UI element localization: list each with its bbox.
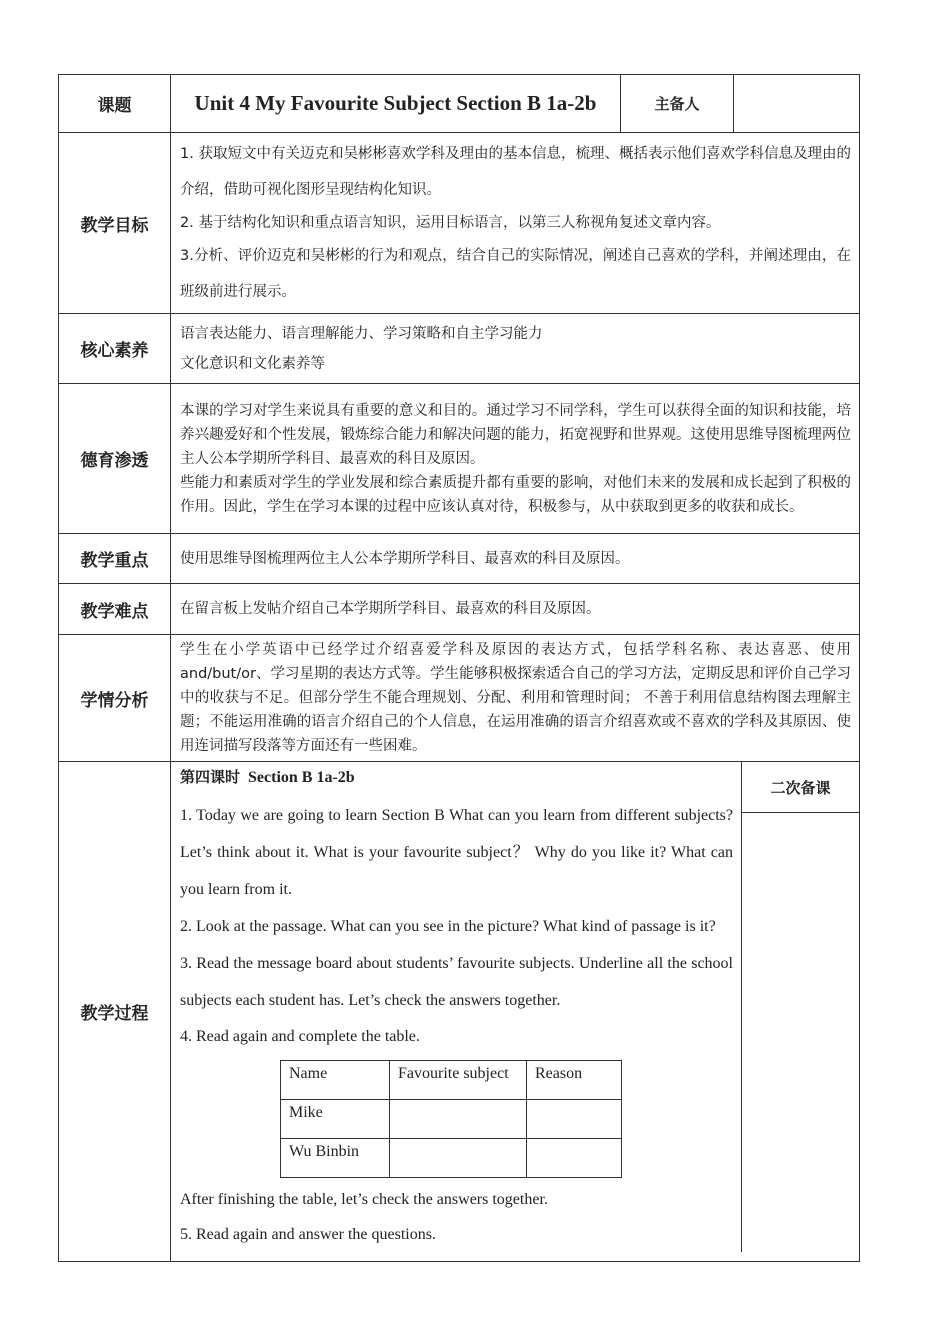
- lesson-heading: [180, 766, 733, 789]
- core-line: 文化意识和文化素养等: [180, 355, 325, 372]
- analysis-label: 学情分析: [59, 635, 171, 762]
- table-cell: Mike: [281, 1100, 390, 1139]
- moral-content: [171, 384, 860, 534]
- focus-content: 使用思维导图梳理两位主人公本学期所学科目、最喜欢的科目及原因。: [171, 534, 860, 584]
- goals-label: 教学目标: [59, 133, 171, 314]
- reading-table: [280, 1060, 622, 1178]
- after-table-text: After finishing the table, let’s check the answers together.: [180, 1191, 548, 1208]
- table-cell[interactable]: [527, 1139, 622, 1178]
- focus-label: 教学重点: [59, 534, 171, 584]
- lesson-heading-zh: 第四课时: [180, 768, 241, 786]
- core-label: 核心素养: [59, 314, 171, 384]
- table-header: Reason: [527, 1061, 622, 1100]
- table-cell[interactable]: [390, 1139, 527, 1178]
- process-step: 2. Look at the passage. What can you see in the picture? What kind of passage is it?: [180, 918, 716, 935]
- goal-item: 1. 获取短文中有关迈克和吴彬彬喜欢学科及理由的基本信息，梳理、概括表示他们喜欢学科信息及理由的介绍，借助可视化图形呈现结构化知识。: [180, 146, 852, 198]
- process-steps: [171, 762, 742, 1252]
- analysis-content: 学生在小学英语中已经学过介绍喜爱学科及原因的表达方式，包括学科名称、表达喜恶、使用 and/but/or、学习星期的表达方式等。学生能够积极探索适合自己的学习方法，定期反思和评价自己学习中的收获与不足。但部分学生不能合理规划、分配、利用和管理时间； 不善于利用信息结构图去理解主题；不能运用准确的语言介绍自己的个人信息，在运用准确的语言介绍喜欢或不喜欢的学科及其原因、使用连词描写段落等方面还有一些困难。: [171, 635, 860, 762]
- process-label: 教学过程: [59, 762, 171, 1262]
- lesson-heading-en: Section B 1a-2b: [248, 769, 355, 786]
- goals-content: [171, 133, 860, 314]
- preparer-label: 主备人: [621, 75, 734, 133]
- process-step: 3. Read the message board about students’ favourite subjects. Underline all the school subjects each student has. Let’s check the answers together.: [180, 955, 733, 1009]
- process-step: 1. Today we are going to learn Section B What can you learn from different subjects? Let’s think about it. What is your favourite subject？ Why do you like it? What can you learn from it.: [180, 807, 733, 898]
- secondary-prep-column: [742, 762, 859, 1252]
- moral-paragraph: 些能力和素质对学生的学业发展和综合素质提升都有重要的影响，对他们未来的发展和成长起到了积极的作用。因此，学生在学习本课的过程中应该认真对待，积极参与，从中获取到更多的收获和成长。: [180, 474, 852, 515]
- core-line: 语言表达能力、语言理解能力、学习策略和自主学习能力: [180, 325, 543, 342]
- preparer-value: [734, 75, 860, 133]
- difficulty-label: 教学难点: [59, 584, 171, 635]
- difficulty-content: 在留言板上发帖介绍自己本学期所学科目、最喜欢的科目及原因。: [171, 584, 860, 635]
- lesson-plan: [58, 74, 859, 1262]
- process-step: 5. Read again and answer the questions.: [180, 1226, 436, 1243]
- core-content: [171, 314, 860, 384]
- goal-item: 2. 基于结构化知识和重点语言知识，运用目标语言，以第三人称视角复述文章内容。: [180, 215, 721, 231]
- table-row: [281, 1139, 622, 1178]
- goal-item: 3.分析、评价迈克和吴彬彬的行为和观点，结合自己的实际情况，阐述自己喜欢的学科，并阐述理由，在班级前进行展示。: [180, 248, 852, 300]
- topic-label: 课题: [59, 75, 171, 133]
- lesson-title: Unit 4 My Favourite Subject Section B 1a-2b: [171, 75, 621, 133]
- moral-label: 德育渗透: [59, 384, 171, 534]
- secondary-prep-label: 二次备课: [742, 762, 859, 813]
- process-content: [171, 762, 860, 1262]
- process-step: 4. Read again and complete the table.: [180, 1028, 420, 1045]
- table-cell[interactable]: [390, 1100, 527, 1139]
- table-cell: Wu Binbin: [281, 1139, 390, 1178]
- moral-paragraph: 本课的学习对学生来说具有重要的意义和目的。通过学习不同学科，学生可以获得全面的知识和技能，培养兴趣爱好和个性发展，锻炼综合能力和解决问题的能力，拓宽视野和世界观。这使用思维导图梳理两位主人公本学期所学科目、最喜欢的科目及原因。: [180, 402, 852, 467]
- table-header: Favourite subject: [390, 1061, 527, 1100]
- table-row: [281, 1100, 622, 1139]
- lesson-plan-table: [58, 74, 860, 1262]
- table-header: Name: [281, 1061, 390, 1100]
- table-cell[interactable]: [527, 1100, 622, 1139]
